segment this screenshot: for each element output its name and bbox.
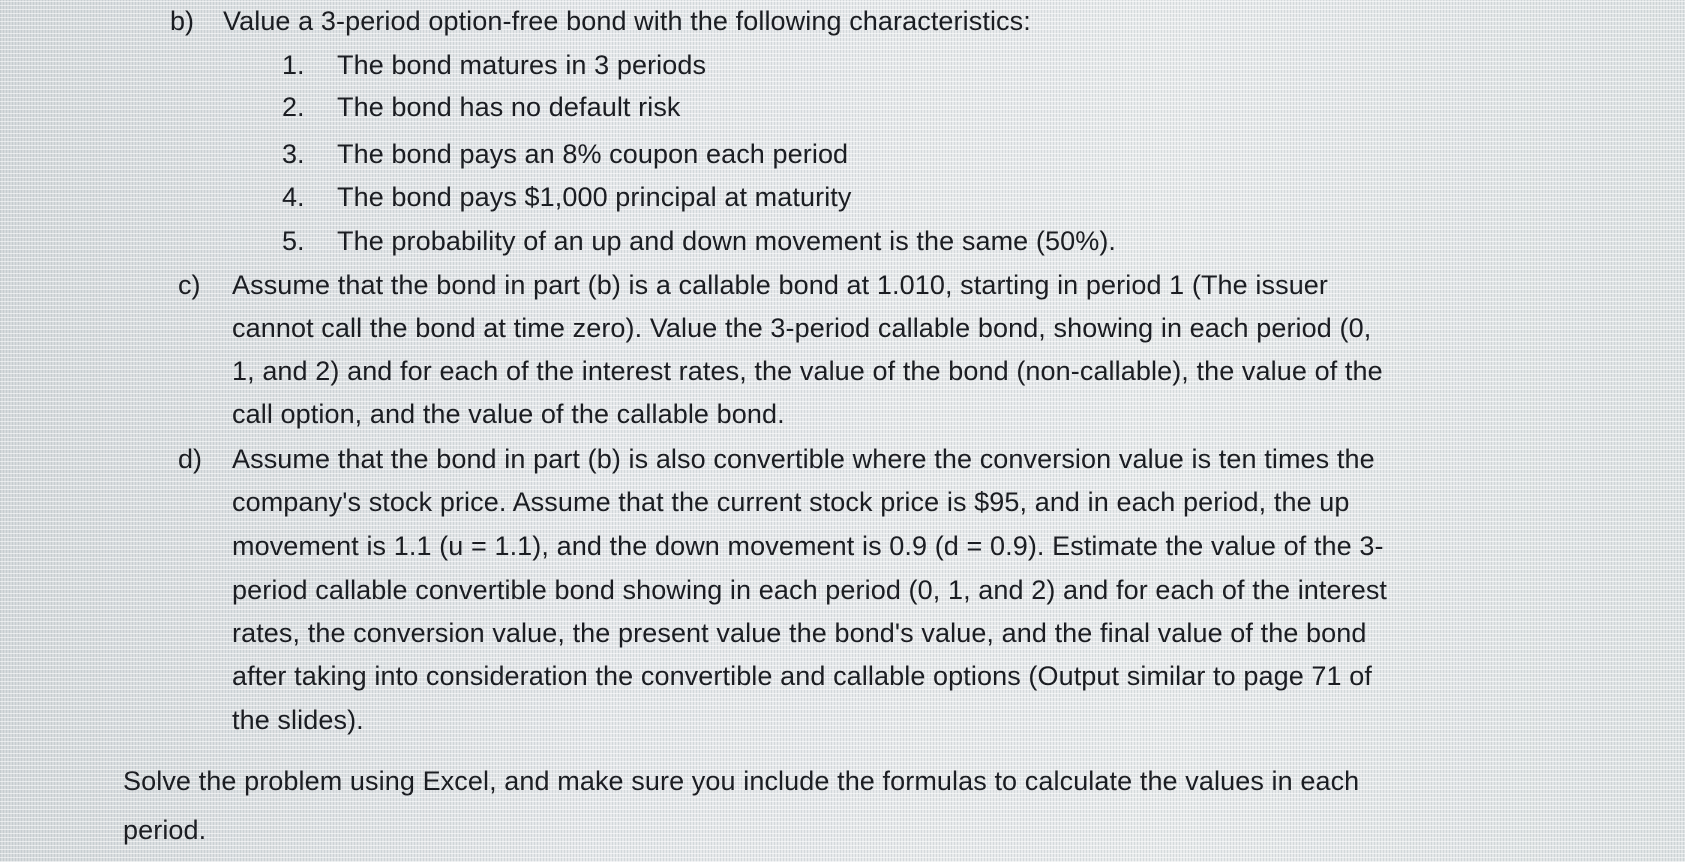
part-d-line: Assume that the bond in part (b) is also convertible where the conversion value is ten times the <box>232 444 1375 474</box>
list-item-number: 5. <box>282 226 305 256</box>
list-item-number: 1. <box>282 50 305 80</box>
part-b-label: b) <box>170 6 195 36</box>
list-item-text: The bond has no default risk <box>337 92 681 122</box>
part-d-label: d) <box>178 444 203 474</box>
list-item-number: 4. <box>282 182 305 212</box>
part-c-label: c) <box>178 270 201 300</box>
list-item-text: The probability of an up and down movement is the same (50%). <box>337 226 1117 256</box>
part-c-line: cannot call the bond at time zero). Value the 3-period callable bond, showing in each period (0, <box>232 313 1372 343</box>
closing-instruction-line: Solve the problem using Excel, and make sure you include the formulas to calculate the values in each <box>123 766 1360 796</box>
part-d-line: the slides). <box>232 705 364 735</box>
list-item-text: The bond pays an 8% coupon each period <box>337 139 849 169</box>
part-d-line: period callable convertible bond showing in each period (0, 1, and 2) and for each of the interest <box>232 575 1388 605</box>
part-d-line: company's stock price. Assume that the current stock price is $95, and in each period, the up <box>232 487 1350 517</box>
list-item-number: 3. <box>282 139 305 169</box>
list-item-number: 2. <box>282 92 305 122</box>
part-c-line: Assume that the bond in part (b) is a callable bond at 1.010, starting in period 1 (The issuer <box>232 270 1329 300</box>
part-d-line: rates, the conversion value, the present value the bond's value, and the final value of the bond <box>232 618 1367 648</box>
part-b-intro: Value a 3-period option-free bond with the following characteristics: <box>223 6 1031 36</box>
list-item-text: The bond pays $1,000 principal at maturity <box>337 182 852 212</box>
closing-instruction-line: period. <box>123 815 207 845</box>
part-d-line: after taking into consideration the convertible and callable options (Output similar to page 71 of <box>232 661 1372 691</box>
list-item-text: The bond matures in 3 periods <box>337 50 707 80</box>
part-c-line: call option, and the value of the callable bond. <box>232 399 785 429</box>
part-c-line: 1, and 2) and for each of the interest rates, the value of the bond (non-callable), the value of the <box>232 356 1383 386</box>
part-d-line: movement is 1.1 (u = 1.1), and the down movement is 0.9 (d = 0.9). Estimate the value of the 3- <box>232 531 1384 561</box>
